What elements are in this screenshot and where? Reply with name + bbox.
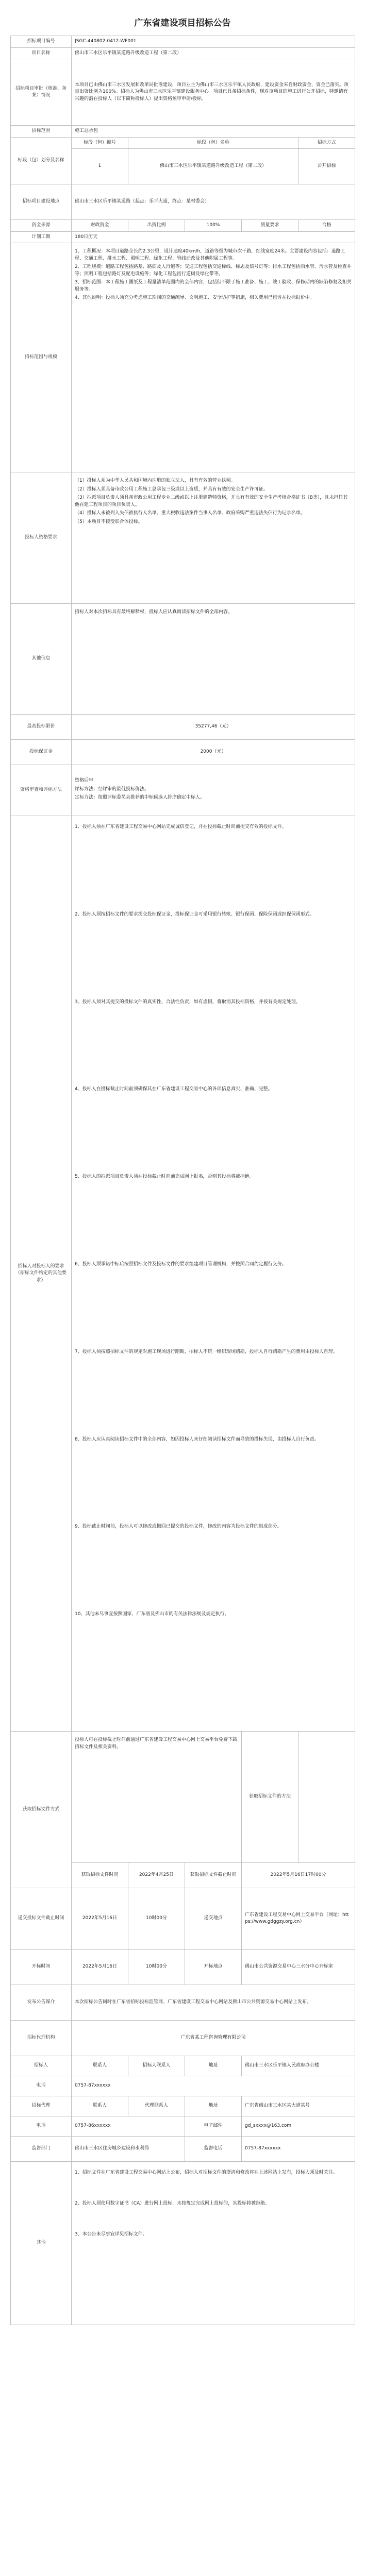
project-no-label: 招标项目编号 <box>11 36 72 48</box>
requirement-item: 3、投标人须对其提交的投标文件的真实性、合法性负责，如有虚假，将取消其投标资格，并按有关规定处理。 <box>75 999 301 1005</box>
row-scope <box>11 243 355 472</box>
quality-value: 合格 <box>298 220 355 232</box>
qualification-content <box>72 472 355 604</box>
row-control-price <box>11 715 355 740</box>
evaluation-content <box>72 765 355 816</box>
requirement-item: 4、投标人在投标截止时间前须确保其在广东省建设工程交易中心的各项信息真实、准确、完整。 <box>75 1087 273 1092</box>
control-price-value: 35277,46（元） <box>72 715 355 740</box>
row-get-doc <box>11 1732 355 1863</box>
deadline-place: 广东省建设工程交易中心网上交易平台（网址：https://www.gdggzy.org.cn） <box>242 1888 355 1950</box>
scope-label: 招标范围与规模 <box>11 243 72 472</box>
opening-time: 10时00分 <box>128 1950 185 1985</box>
approval-text: 本项目已由佛山市三水区发展和改革局批准建设，项目业主为佛山市三水区乐平镇人民政府，建设资金来自财政资金，资金已落实。项目出资比例为100%。招标人为佛山市三水区乐平镇建设服务中心。项目已具备招标条件，现对该项目的施工进行公开招标，特邀请有兴趣的潜在投标人（以下简称投标人）提出资格预审申请/投标。 <box>72 59 355 126</box>
email-label: 电子邮件 <box>185 2116 242 2137</box>
approval-label: 招标项目审批（核准、备案）情况 <box>11 59 72 126</box>
requirement-item: 1、投标人须在广东省建设工程交易中心网站完成诚信登记，并在投标截止时间前提交有效的投标文件。 <box>75 824 287 829</box>
agent-name: 广东省某工程咨询管理有限公司 <box>72 2021 355 2056</box>
qualification-text-1: （1）投标人须为中华人民共和国境内注册的独立法人，具有有效的营业执照。 <box>75 478 236 483</box>
row-location <box>11 184 355 220</box>
opening-date: 2022年5月16日 <box>72 1950 128 1985</box>
row-info-extra <box>11 604 355 715</box>
evaluation-text-2: 评标方法：经评审的最低投标价法。 <box>75 786 150 792</box>
opening-label: 开标时间 <box>11 1950 72 1985</box>
row-requirements <box>11 816 355 1732</box>
requirements-label: 招标人对投标人的要求（招标文件约定的其他要求） <box>11 816 72 1732</box>
info-extra-label: 其他信息 <box>11 604 72 715</box>
row-publish <box>11 1985 355 2021</box>
qualification-text-3: （3）拟派项目负责人须具备市政公用工程专业二级或以上注册建造师资格，并具有有效的安全生产考核合格证书（B类），且未担任其他在建工程项目的项目负责人。 <box>75 495 348 507</box>
bid-section-name: 佛山市三水区乐平镇某道路升级改造工程（第二段） <box>128 149 298 184</box>
funding-value: 财政资金 <box>72 220 128 232</box>
bid-section-no: 1 <box>72 149 128 184</box>
contact-tender-addr: 佛山市三水区乐平镇人民政府办公楼 <box>242 2056 355 2076</box>
scope-text-4: 4、其他说明：投标人须充分考虑施工期间的交通疏导、文明施工、安全防护等措施，相关费用已包含在投标报价中。 <box>75 295 314 300</box>
funding-label: 资金来源 <box>11 220 72 232</box>
evaluation-label: 资格审查和评标方法 <box>11 765 72 816</box>
project-no-value: JSGC-440802-0412-WF001 <box>72 36 355 48</box>
agent-label: 招标代理机构 <box>11 2021 72 2056</box>
qualification-text-5: （5）本项目不接受联合体投标。 <box>75 519 143 524</box>
contact-tender-name-label: 联系人 <box>72 2056 128 2076</box>
row-funding <box>11 220 355 232</box>
bid-section-col-name: 标段（包）名称 <box>128 137 298 149</box>
contact-agent-addr-label: 地址 <box>185 2096 242 2116</box>
notes-label: 其他 <box>11 2162 72 2325</box>
row-notes <box>11 2162 355 2325</box>
requirement-item: 10、其他未尽事宜按照国家、广东省及佛山市的有关法律法规及规定执行。 <box>75 1612 229 1617</box>
row-bid-bond <box>11 740 355 765</box>
row-bid-section-head <box>11 137 355 149</box>
tender-phone: 0757-87xxxxxx <box>72 2076 355 2096</box>
requirement-item: 8、投标人应认真阅读招标文件中的全部内容，如因投标人未仔细阅读招标文件而导致的投标失误，由投标人自行负责。 <box>75 1436 319 1442</box>
get-doc-sub-label: 获取招标文件的方法 <box>242 1732 298 1863</box>
contact-agent-name: 代理联系人 <box>128 2096 185 2116</box>
row-duration <box>11 231 355 243</box>
tender-scope-value: 施工总承包 <box>72 126 355 138</box>
requirement-item: 6、投标人须承诺中标后按照招标文件及投标文件的要求组建项目管理机构，并按照合同约定履行义务。 <box>75 1261 287 1267</box>
location-value: 佛山市三水区乐平镇某道路（起点：乐平大道，终点：某村委会） <box>72 184 355 220</box>
row-contact-tender <box>11 2056 355 2076</box>
get-doc-method-placeholder <box>298 1732 355 1863</box>
duration-value: 180日历天 <box>72 231 355 243</box>
tender-scope-label: 招标范围 <box>11 126 72 138</box>
duration-label: 计划工期 <box>11 231 72 243</box>
project-name-value: 佛山市三水区乐平镇某道路升级改造工程（第二段） <box>72 47 355 59</box>
deadline-label: 递交投标文件截止时间 <box>11 1888 72 1950</box>
bid-section-col-no: 标段（包）编号 <box>72 137 128 149</box>
project-name-label: 项目名称 <box>11 47 72 59</box>
contact-agent-name-label: 联系人 <box>72 2096 128 2116</box>
notes-content <box>72 2162 355 2325</box>
get-doc-time-end: 2022年5月16日17时00分 <box>242 1863 355 1888</box>
opening-place: 佛山市公共资源交易中心三水分中心开标室 <box>242 1950 355 1985</box>
email: gd_sxxxx@163.com <box>242 2116 355 2137</box>
requirement-item: 9、投标截止时间前，投标人可以修改或撤回已提交的投标文件，修改的内容为投标文件的组成部分。 <box>75 1524 282 1530</box>
notice-table <box>10 36 355 2325</box>
row-project-no <box>11 36 355 48</box>
bid-section-method: 公开招标 <box>298 149 355 184</box>
scope-text-2: 2、工程规模：道路工程包括路基、路面及人行道等；交通工程包括交通标线、标志及信号灯等；排水工程包括雨水管、污水管及检查井等；照明工程包括路灯及配电设施等；绿化工程包括行道树及绿化带等。 <box>75 264 352 277</box>
funding-ratio-label: 出资比例 <box>128 220 185 232</box>
get-doc-label: 获取招标文件方式 <box>11 1732 72 1888</box>
control-price-label: 最高投标限价 <box>11 715 72 740</box>
row-agent <box>11 2021 355 2056</box>
requirement-item: 2、投标人须按招标文件的要求提交投标保证金，投标保证金可采用银行转账、银行保函、保险保函或担保保函形式。 <box>75 911 314 917</box>
requirement-item: 7、投标人须按照招标文件的规定对施工现场进行踏勘，招标人不统一组织现场踏勘，投标人自行踏勘产生的费用由投标人自理。 <box>75 1349 338 1354</box>
row-contact-agent <box>11 2096 355 2116</box>
row-project-name <box>11 47 355 59</box>
supervision-phone: 0757-87xxxxxx <box>242 2137 355 2162</box>
info-extra-text: 招标人对本次招标具有最终解释权，投标人应认真阅读招标文件的全部内容。 <box>72 604 355 715</box>
qualification-text-4: （4）投标人未被列入失信被执行人名单、重大税收违法案件当事人名单、政府采购严重违法失信行为记录名单。 <box>75 511 305 516</box>
row-approval <box>11 59 355 126</box>
contact-tender-role: 招标人 <box>11 2056 72 2076</box>
evaluation-text-3: 定标方法：按照评标委员会推荐的中标候选人排序确定中标人。 <box>75 795 205 801</box>
agent-phone-label: 电话 <box>11 2116 72 2137</box>
row-agent-phone <box>11 2116 355 2137</box>
bid-bond-label: 投标保证金 <box>11 740 72 765</box>
get-doc-text: 投标人可在投标截止时间前通过广东省建设工程交易中心网上交易平台免费下载招标文件及相关资料。 <box>72 1732 242 1863</box>
notes-item: 3、本公告未尽事宜详见招标文件。 <box>75 2231 147 2237</box>
qualification-text-2: （2）投标人须具备市政公用工程施工总承包三级或以上资质，并具有有效的安全生产许可证。 <box>75 486 268 492</box>
deadline-date: 2022年5月16日 <box>72 1888 128 1950</box>
page-title: 广东省建设项目招标公告 <box>134 18 231 28</box>
supervision-label: 监督部门 <box>11 2137 72 2162</box>
bid-section-label: 标段（包）划分及名称 <box>11 137 72 184</box>
opening-place-label: 开标地点 <box>185 1950 242 1985</box>
contact-agent-addr: 广东省佛山市三水区某大道某号 <box>242 2096 355 2116</box>
evaluation-text-1: 资格后审 <box>75 778 94 784</box>
notes-item: 1、招标文件在广东省建设工程交易中心网站上公布，招标人对招标文件的澄清和修改将在上述网站上发布，投标人须及时关注。 <box>75 2170 338 2175</box>
get-doc-time-label: 获取招标文件时间 <box>72 1863 128 1888</box>
bid-bond-value: 2000（元） <box>72 740 355 765</box>
publish-label: 发布公告媒介 <box>11 1985 72 2021</box>
contact-tender-addr-label: 地址 <box>185 2056 242 2076</box>
scope-content <box>72 243 355 472</box>
requirement-item: 5、投标人的拟派项目负责人须在投标截止时间前完成网上报名，否则其投标将被拒绝。 <box>75 1174 254 1180</box>
tender-phone-label: 电话 <box>11 2076 72 2096</box>
scope-text-3: 3、招标范围：本工程施工图纸及工程量清单范围内的全部内容，包括但不限于施工准备、施工、竣工验收、保修期内的缺陷修复及相关服务等。 <box>75 280 352 292</box>
bid-section-col-method: 招标方式 <box>298 137 355 149</box>
deadline-time: 10时00分 <box>128 1888 185 1950</box>
scope-text-1: 1、工程概况：本项目道路全长约2.3公里，设计速度40km/h，道路等级为城市次干路，红线宽度24米。主要建设内容包括：道路工程、交通工程、排水工程、照明工程、绿化工程、管线迁改及其他附属工程等。 <box>75 249 345 261</box>
agent-phone: 0757-86xxxxxx <box>72 2116 185 2137</box>
row-deadline <box>11 1888 355 1950</box>
supervision-phone-label: 监督电话 <box>185 2137 242 2162</box>
get-doc-time-end-label: 获取招标文件截止时间 <box>185 1863 242 1888</box>
row-qualification <box>11 472 355 604</box>
supervision-name: 佛山市三水区住房城乡建设和水利局 <box>72 2137 185 2162</box>
contact-agent-role: 招标代理 <box>11 2096 72 2116</box>
row-tender-scope <box>11 126 355 138</box>
row-supervision <box>11 2137 355 2162</box>
requirements-content <box>72 816 355 1732</box>
publish-text: 本次招标公告同时在广东省招标投标监管网、广东省建设工程交易中心网站及佛山市公共资源交易中心网站上发布。 <box>72 1985 355 2021</box>
qualification-label: 投标人资格要求 <box>11 472 72 604</box>
quality-label: 质量要求 <box>242 220 298 232</box>
contact-tender-name: 招标人联系人 <box>128 2056 185 2076</box>
row-evaluation <box>11 765 355 816</box>
row-opening <box>11 1950 355 1985</box>
notes-item: 2、投标人须使用数字证书（CA）进行网上投标，未按规定完成网上投标的，其投标将被拒绝。 <box>75 2200 270 2206</box>
deadline-place-label: 递交地点 <box>185 1888 242 1950</box>
funding-ratio-value: 100% <box>185 220 242 232</box>
location-label: 招标项目建设地点 <box>11 184 72 220</box>
row-tender-phone <box>11 2076 355 2096</box>
get-doc-time-start: 2022年4月25日 <box>128 1863 185 1888</box>
